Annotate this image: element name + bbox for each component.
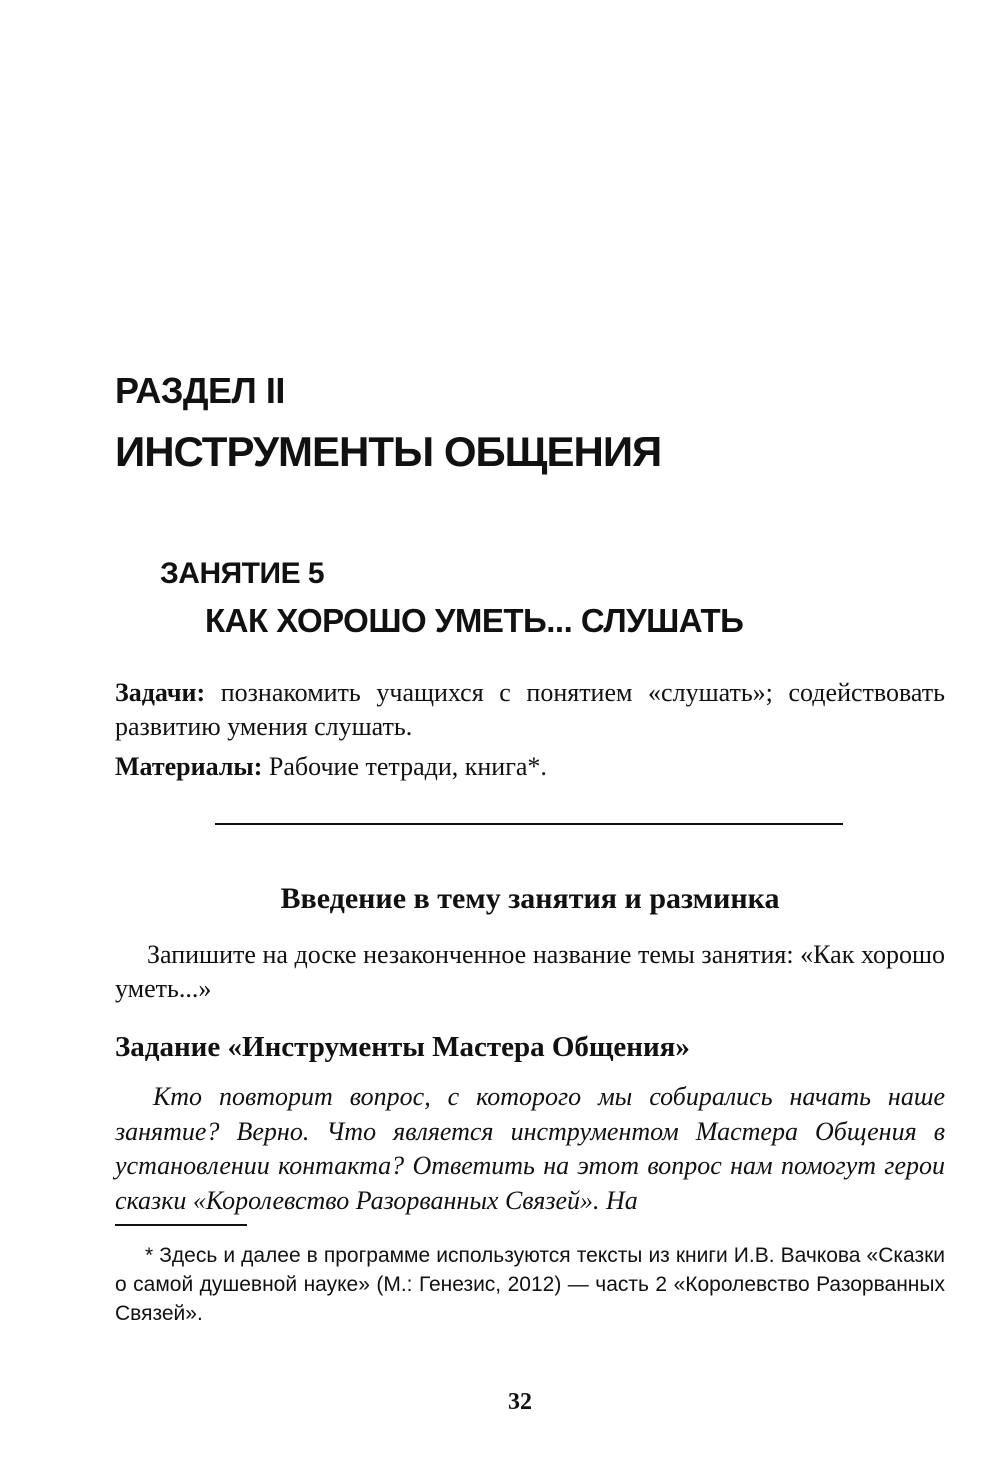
- tasks-text: познакомить учащихся с понятием «слушать»; содействовать развитию умения слушать.: [115, 678, 945, 741]
- tasks-label: Задачи:: [115, 678, 206, 707]
- materials-paragraph: [115, 750, 945, 784]
- tasks-paragraph: [115, 676, 945, 744]
- section-label: РАЗДЕЛ II: [115, 370, 285, 411]
- footnote-rule: [115, 1224, 247, 1226]
- page-number: 32: [508, 1389, 532, 1415]
- materials-label: Материалы:: [115, 752, 263, 781]
- intro-heading: Введение в тему занятия и разминка: [280, 882, 780, 915]
- section-divider: [215, 823, 843, 825]
- section-title: ИНСТРУМЕНТЫ ОБЩЕНИЯ: [115, 428, 662, 475]
- lesson-number: ЗАНЯТИЕ 5: [160, 557, 325, 590]
- assignment-heading: Задание «Инструменты Мастера Общения»: [115, 1031, 690, 1063]
- footnote: * Здесь и далее в программе используются тексты из книги И.В. Вачкова «Сказки о самой душевной науке» (М.: Генезис, 2012) — часть 2 «Королевство Разорванных Связей».: [115, 1244, 945, 1325]
- assignment-paragraph: Кто повторит вопрос, с которого мы собирались начать наше занятие? Верно. Что является инструментом Мастера Общения в установлении контакта? Ответить на этот вопрос нам помогут герои сказки «Королевство Разорванных Связей». На: [115, 1082, 945, 1215]
- materials-text: Рабочие тетради, книга*.: [262, 752, 547, 781]
- intro-paragraph: Запишите на доске незаконченное название темы занятия: «Как хорошо уметь...»: [115, 940, 945, 1003]
- lesson-title: КАК ХОРОШО УМЕТЬ... СЛУШАТЬ: [205, 602, 744, 639]
